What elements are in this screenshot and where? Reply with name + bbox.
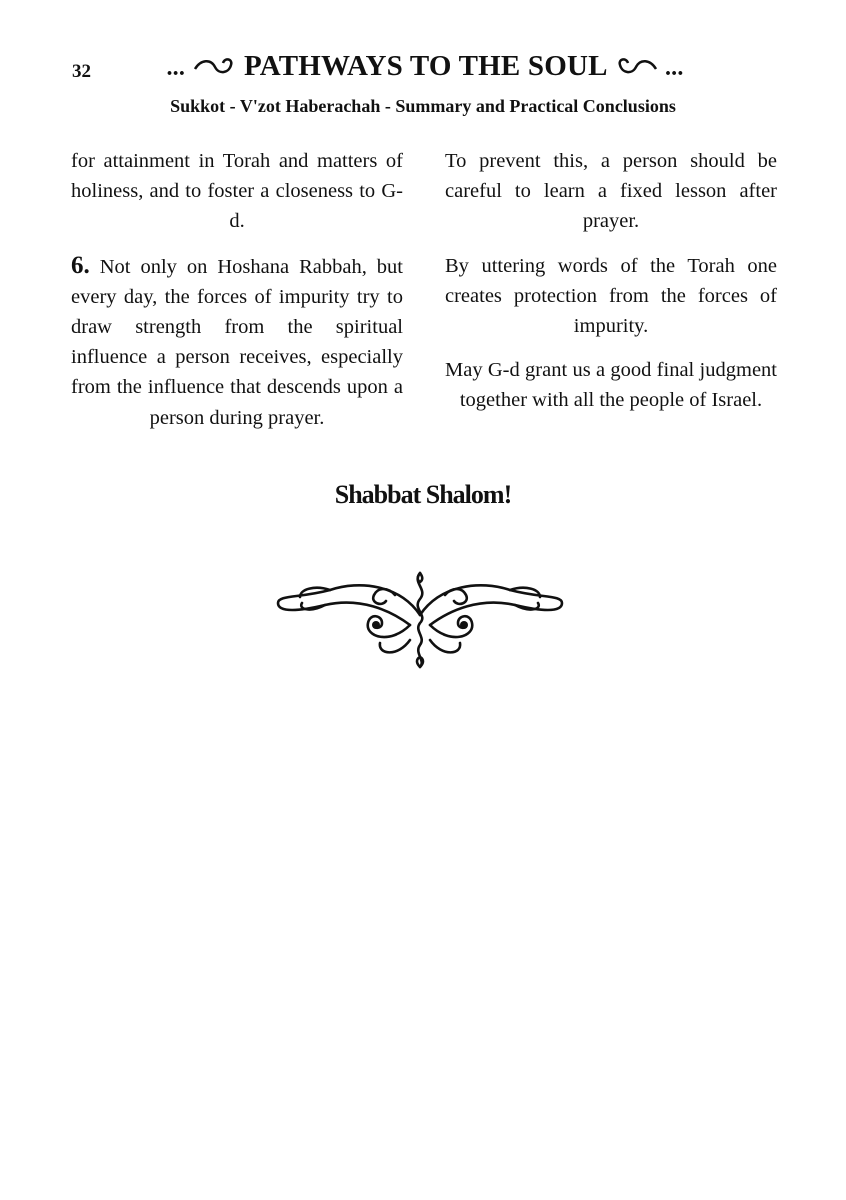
left-column: [71, 146, 403, 447]
item-number: 6.: [71, 251, 90, 279]
header-ornament-right: ...: [664, 55, 684, 81]
swirl-right-icon: [614, 50, 665, 82]
running-header: [130, 50, 720, 83]
page-number: 32: [72, 61, 91, 82]
paragraph-text: Not only on Hoshana Rabbah, but every day, the forces of impurity try to draw strength from the spiritual influence a person receives, especially from the influence that descends upon a person during prayer.: [71, 255, 403, 429]
numbered-paragraph: [71, 251, 403, 433]
section-subtitle: Sukkot - V'zot Haberachah - Summary and Practical Conclusions: [170, 96, 676, 116]
header-ornament-left: ...: [166, 55, 186, 81]
flourish-icon: [270, 565, 570, 670]
swirl-left-icon: [193, 50, 244, 82]
closing-greeting: Shabbat Shalom!: [334, 480, 512, 509]
paragraph: To prevent this, a person should be careful to learn a fixed lesson after prayer.: [445, 150, 777, 233]
paragraph: May G-d grant us a good final judgment together with all the people of Israel.: [445, 359, 777, 412]
paragraph: By uttering words of the Torah one creates protection from the forces of impurity.: [445, 254, 777, 338]
ornamental-divider: [270, 565, 570, 675]
right-column: [445, 146, 777, 430]
header-title: PATHWAYS TO THE SOUL: [243, 50, 607, 82]
paragraph: for attainment in Torah and matters of holiness, and to foster a closeness to G-d.: [71, 150, 403, 233]
